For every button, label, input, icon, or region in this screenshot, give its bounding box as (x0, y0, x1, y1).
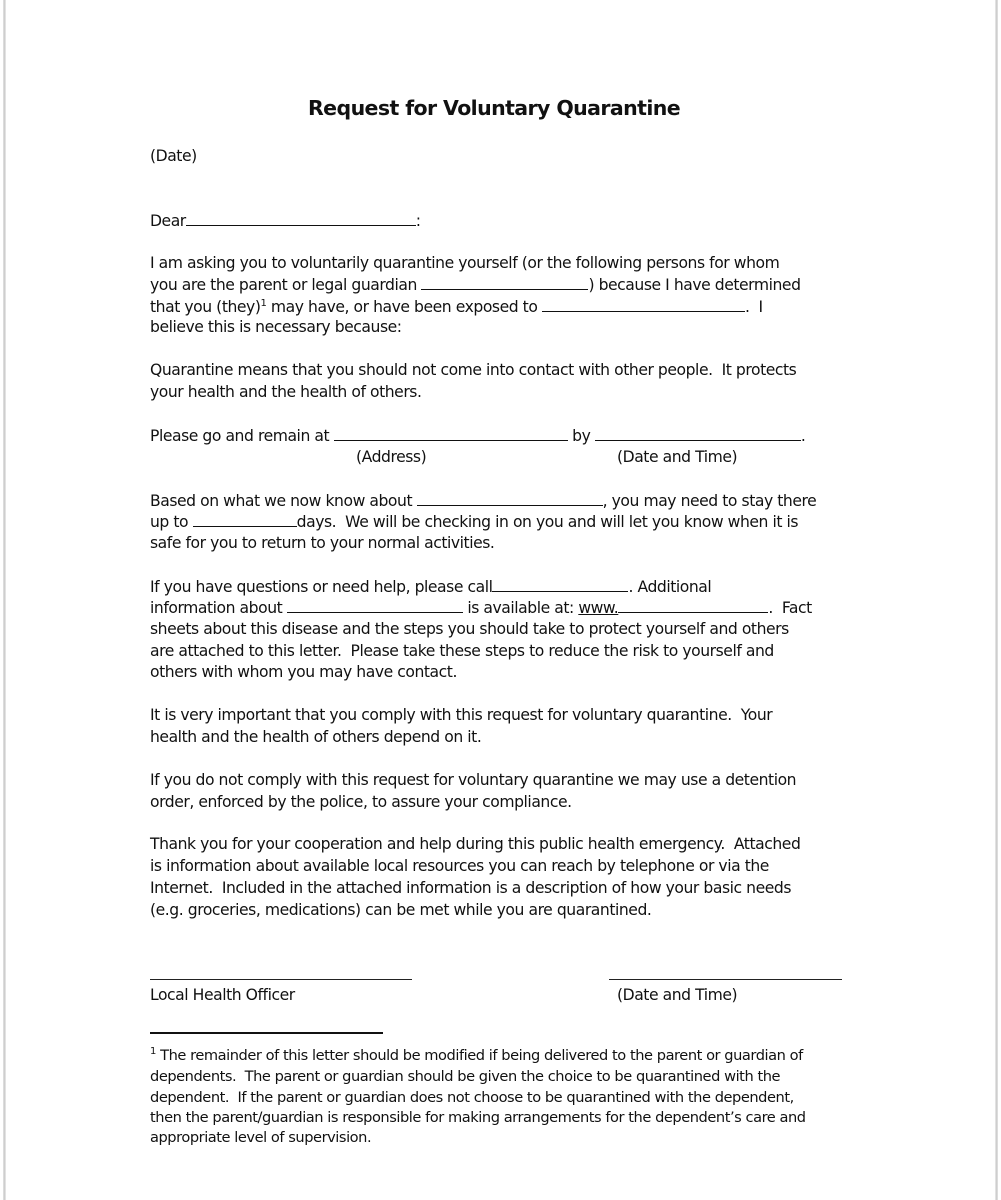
para4-line2-end: days. We will be checking in on you and will let you know when it is (296, 513, 799, 531)
salutation-suffix: : (415, 212, 421, 230)
recipient-name-blank[interactable] (186, 210, 416, 226)
signature-datetime-line[interactable] (609, 979, 842, 980)
para1-line4: believe this is necessary because: (150, 318, 402, 336)
page-edge-left (3, 0, 6, 1200)
footnote-marker: 1 (260, 298, 267, 309)
salutation-prefix: Dear (150, 212, 186, 230)
salutation-line (150, 210, 421, 231)
para6-line1: It is very important that you comply with this request for voluntary quarantine. Your (150, 706, 773, 724)
para1-line3-text: that you (they) (150, 298, 261, 316)
para4-line2-text: up to (150, 513, 193, 531)
para6-line2: health and the health of others depend on it. (150, 728, 482, 746)
para1-line2-text: you are the parent or legal guardian (150, 276, 422, 294)
footnote-number: 1 (150, 1046, 156, 1057)
para5-line2-mid: is available at: (462, 599, 579, 617)
para3-line1-by: by (567, 427, 595, 445)
document-title: Request for Voluntary Quarantine (308, 96, 681, 120)
disease-exposure-blank[interactable] (542, 296, 745, 312)
days-blank[interactable] (193, 511, 297, 527)
para5-line1 (150, 576, 711, 597)
para4-line2 (150, 511, 798, 532)
dependents-blank[interactable] (421, 274, 588, 290)
para5-line2-end: . Fact (768, 599, 812, 617)
para8-line2: is information about available local resources you can reach by telephone or via the (150, 857, 769, 875)
para3-line1-text: Please go and remain at (150, 427, 334, 445)
footnote-separator (150, 1032, 383, 1034)
para7-line2: order, enforced by the police, to assure your compliance. (150, 793, 572, 811)
para3-line1-end: . (800, 427, 806, 445)
para4-line1-end: , you may need to stay there (602, 492, 817, 510)
para3-line1 (150, 425, 805, 446)
para5-line2 (150, 597, 812, 618)
page-edge-right (995, 0, 998, 1200)
footnote-line1-text: The remainder of this letter should be modified if being delivered to the parent or guardian of (155, 1047, 803, 1064)
para1-line1: I am asking you to voluntarily quarantine yourself (or the following persons for whom (150, 254, 780, 272)
para5-line1-text: If you have questions or need help, please call (150, 578, 493, 596)
para8-line3: Internet. Included in the attached information is a description of how your basic needs (150, 879, 791, 897)
website-link-prefix[interactable]: www. (578, 599, 619, 617)
para4-line3: safe for you to return to your normal activities. (150, 534, 495, 552)
para4-line1-text: Based on what we now know about (150, 492, 417, 510)
website-blank[interactable] (618, 597, 768, 613)
phone-number-blank[interactable] (492, 576, 628, 592)
para5-line4: are attached to this letter. Please take these steps to reduce the risk to yourself and (150, 642, 774, 660)
para1-line3 (150, 296, 763, 317)
info-topic-blank[interactable] (287, 597, 463, 613)
footnote-line3: dependent. If the parent or guardian does not choose to be quarantined with the dependent, (150, 1089, 794, 1106)
para5-line3: sheets about this disease and the steps you should take to protect yourself and others (150, 620, 789, 638)
para1-line3-text-mid: may have, or have been exposed to (266, 298, 542, 316)
officer-label: Local Health Officer (150, 986, 295, 1004)
disease-name-blank[interactable] (417, 490, 603, 506)
footnote-line2: dependents. The parent or guardian should be given the choice to be quarantined with the (150, 1068, 781, 1085)
address-caption: (Address) (356, 448, 427, 466)
signature-datetime-label: (Date and Time) (617, 986, 738, 1004)
datetime-caption: (Date and Time) (617, 448, 738, 466)
footnote-line4: then the parent/guardian is responsible for making arrangements for the dependent’s care and (150, 1109, 806, 1126)
para2-line1: Quarantine means that you should not come into contact with other people. It protects (150, 361, 797, 379)
para5-line2-text: information about (150, 599, 287, 617)
para5-line1-end: . Additional (628, 578, 712, 596)
para2-line2: your health and the health of others. (150, 383, 422, 401)
officer-signature-line[interactable] (150, 979, 412, 980)
address-blank[interactable] (334, 425, 568, 441)
footnote-line5: appropriate level of supervision. (150, 1129, 372, 1146)
footnote-line1 (150, 1046, 803, 1066)
para8-line4: (e.g. groceries, medications) can be met while you are quarantined. (150, 901, 652, 919)
para1-line2 (150, 274, 801, 295)
para1-line2-text-end: ) because I have determined (588, 276, 801, 294)
para1-line3-text-end: . I (744, 298, 763, 316)
deadline-datetime-blank[interactable] (595, 425, 801, 441)
date-label: (Date) (150, 147, 197, 165)
para7-line1: If you do not comply with this request for voluntary quarantine we may use a detention (150, 771, 797, 789)
para5-line5: others with whom you may have contact. (150, 663, 457, 681)
para4-line1 (150, 490, 816, 511)
para8-line1: Thank you for your cooperation and help during this public health emergency. Attached (150, 835, 801, 853)
